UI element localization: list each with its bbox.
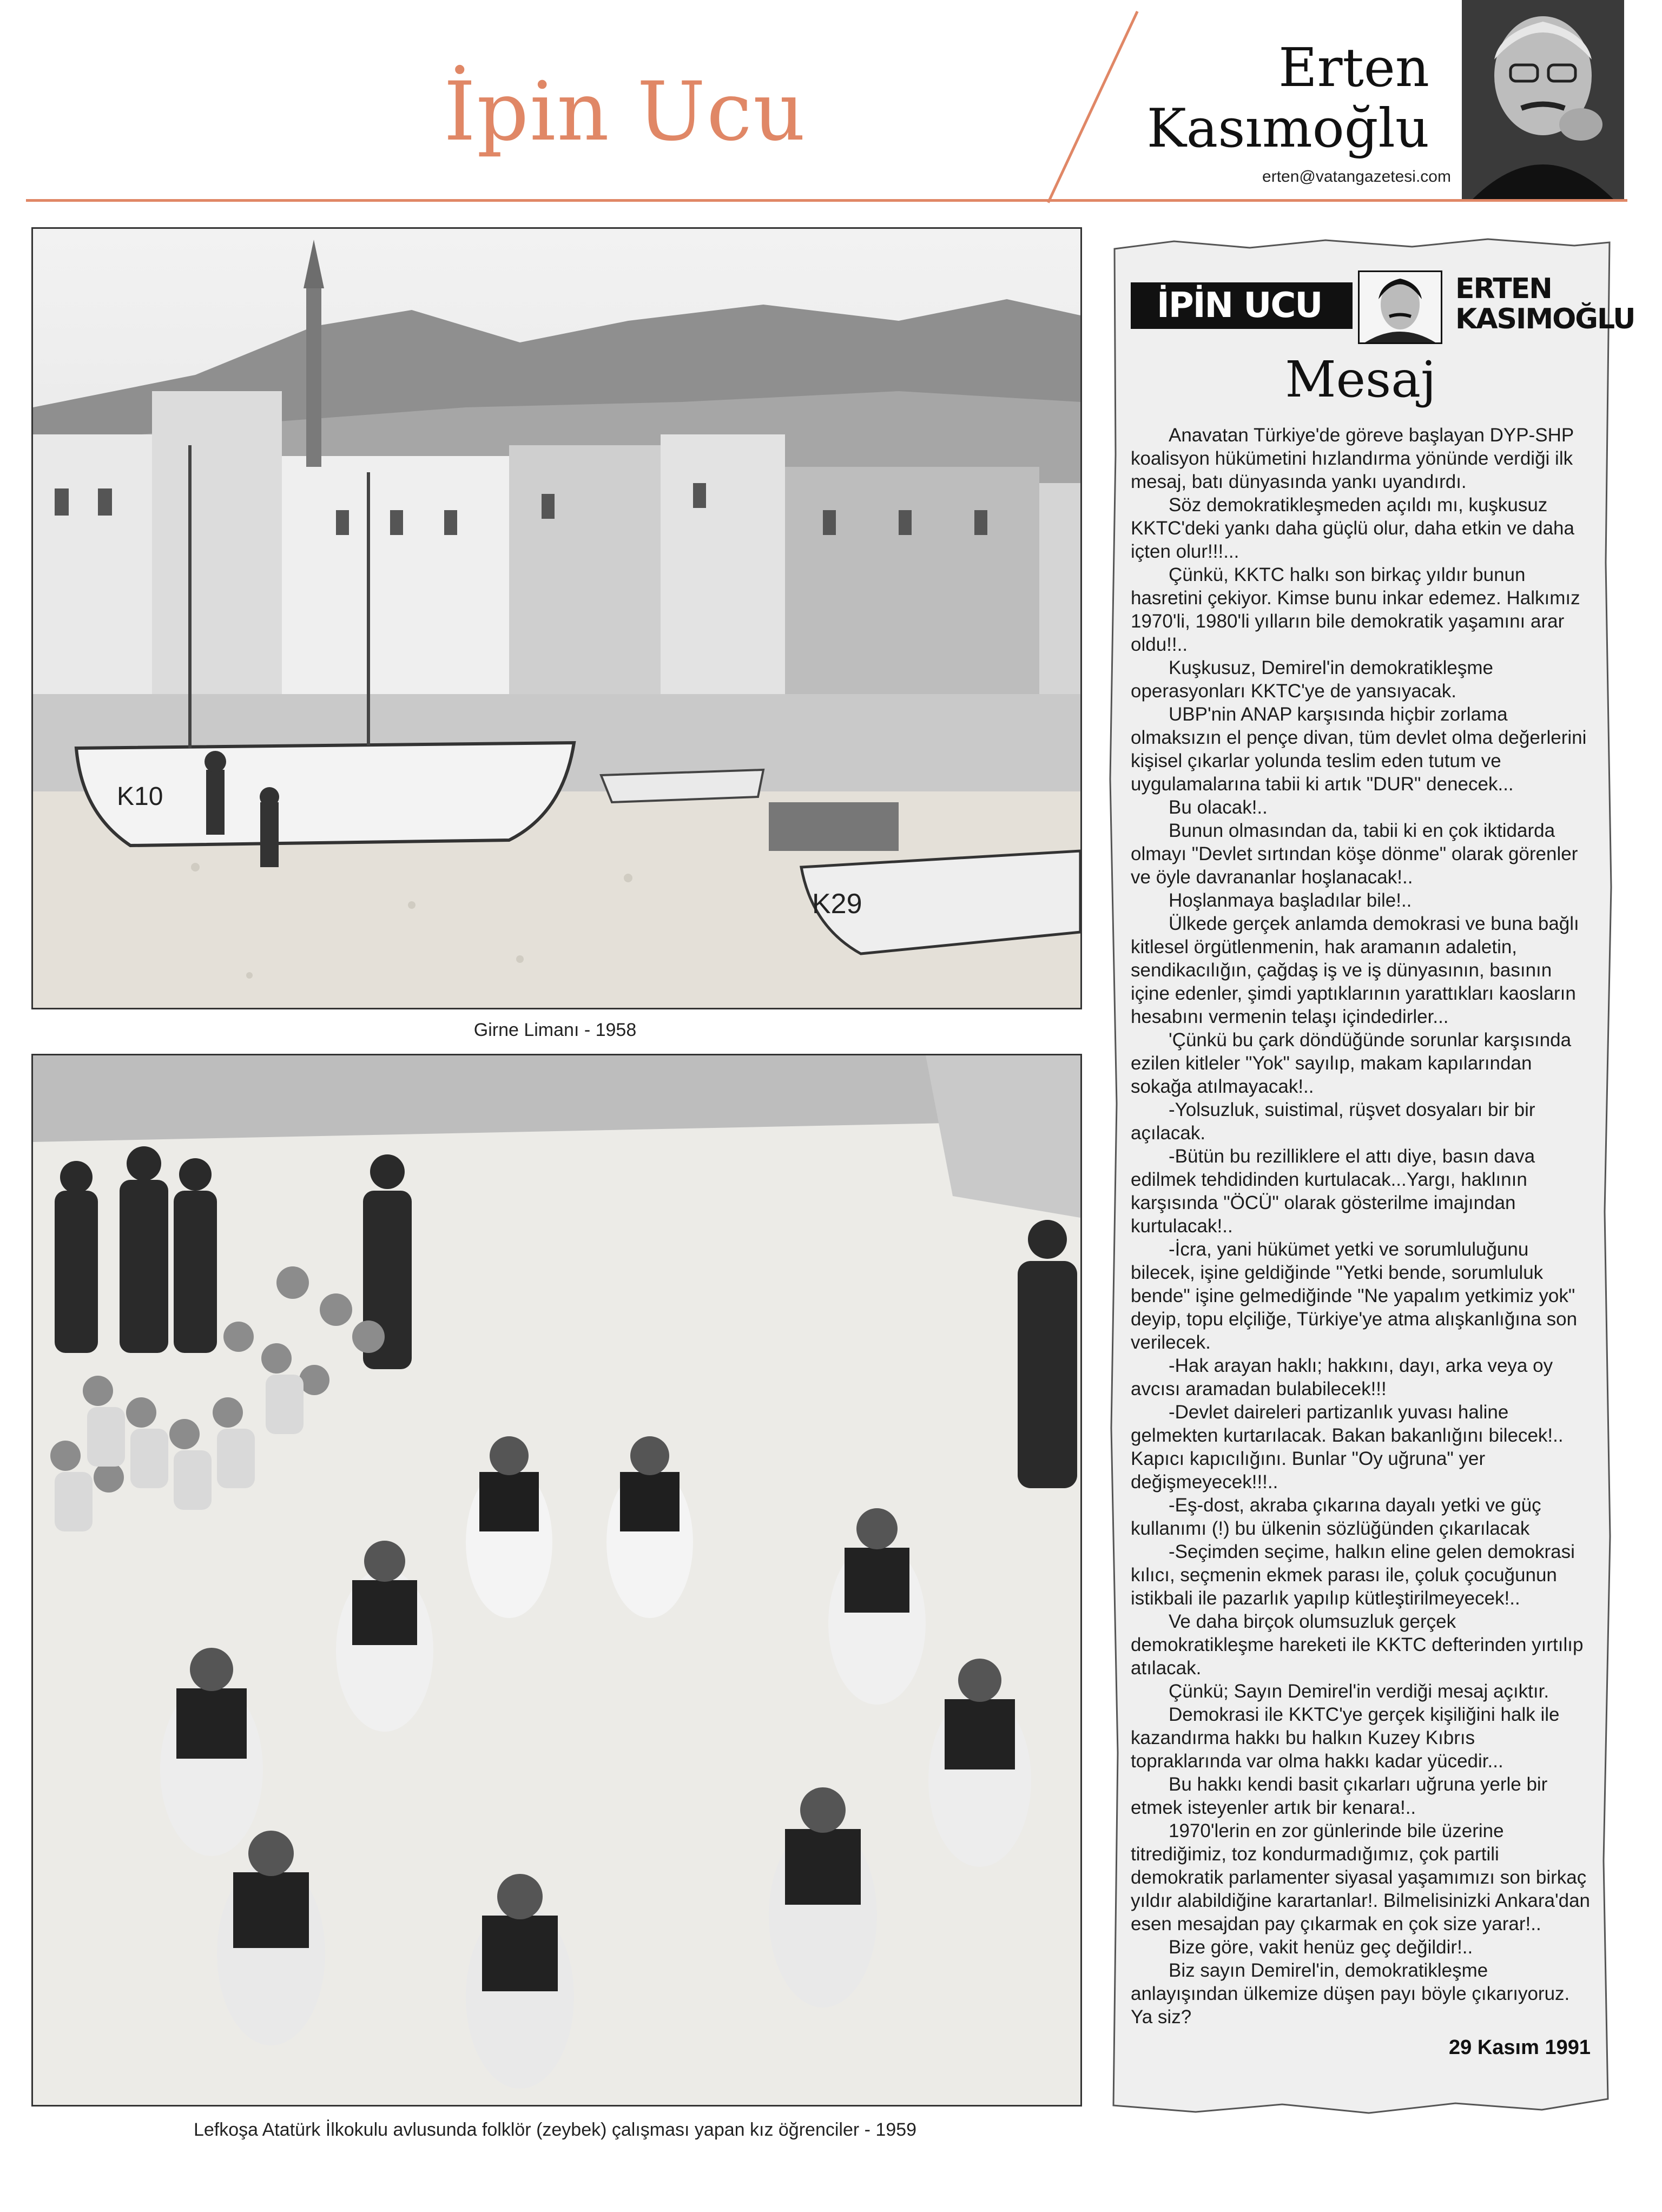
article-paragraph: -Seçimden seçime, halkın eline gelen demokrasi kılıcı, seçmenin ekmek parası ile, çoluk çocuğunun istikbali ile pazarlık yapılıp kütleştirilmeyecek!.. xyxy=(1131,1541,1575,1609)
author-name xyxy=(1147,38,1429,159)
article-paragraph: Ve daha birçok olumsuzluk gerçek demokratikleşme hareketi ile KKTC defterinden yırtılıp atılacak. xyxy=(1131,1611,1584,1679)
article-paragraph: Çünkü; Sayın Demirel'in verdiği mesaj açıktır. xyxy=(1169,1681,1549,1702)
author-last-name: Kasımoğlu xyxy=(1146,98,1429,160)
column-banner xyxy=(1131,260,1635,341)
article-paragraph: -Bütün bu rezilliklere el attı diye, basın dava edilmek tehdidinden kurtulacak...Yargı, haklının karşısında "ÖCÜ" olarak gösterilme imajından kurtulacak!.. xyxy=(1131,1146,1535,1237)
article-paragraph: UBP'nin ANAP karşısında hiçbir zorlama olmaksızın el pençe divan, tüm devlet olma değerlerini kişisel çıkarlar yolunda teslim eden tutum ve uygulamalarına tabii ki artık "DUR" denecek... xyxy=(1131,704,1587,795)
newspaper-clipping xyxy=(1109,238,1635,2115)
folk-dance-caption: Lefkoşa Atatürk İlkokulu avlusunda folklör (zeybek) çalışması yapan kız öğrenciler - 1959 xyxy=(193,2119,917,2140)
boat-label-k29: K29 xyxy=(812,888,862,920)
article-headline: Mesaj xyxy=(1285,351,1436,408)
boat-label-k10: K10 xyxy=(117,782,163,811)
article-body xyxy=(1131,424,1591,2029)
article-paragraph: Bunun olmasından da, tabii ki en çok iktidarda olmayı "Devlet sırtından köşe dönme" olarak görenler ve öyle davrananlar hoşlanacak!.. xyxy=(1131,820,1578,888)
article-paragraph: 1970'lerin en zor günlerinde bile üzerine titrediğimiz, toz kondurmadığımız, çok partili demokratik parlamenter siyasal yaşamımızı son birkaç yıldır alabildiğine karartanlar!. Bilmelisinizki Ankara'dan esen mesajdan pay çıkarmak en çok size yarar!.. xyxy=(1131,1820,1591,1934)
article-paragraph: Kuşkusuz, Demirel'in demokratikleşme operasyonları KKTC'ye de yansıyacak. xyxy=(1131,657,1493,702)
article-paragraph: Bu hakkı kendi basit çıkarları uğruna yerle bir etmek isteyenler artık bir kenara!.. xyxy=(1131,1774,1548,1818)
article-paragraph: -Hak arayan haklı; hakkını, dayı, arka veya oy avcısı aramadan bulabilecek!!! xyxy=(1131,1355,1553,1399)
article-date: 29 Kasım 1991 xyxy=(1449,2036,1591,2059)
banner-author xyxy=(1455,274,1634,334)
article-paragraph: Bu olacak!.. xyxy=(1169,797,1268,818)
author-email[interactable]: erten@vatangazetesi.com xyxy=(1262,168,1451,186)
article-paragraph: Anavatan Türkiye'de göreve başlayan DYP-SHP koalisyon hükümetini hızlandırma yönünde verdiği ilk mesaj, batı dünyasında yankı uyandırdı. xyxy=(1131,425,1574,492)
article-paragraph: -Eş-dost, akraba çıkarına dayalı yetki ve güç kullanımı (!) bu ülkenin sözlüğünden çıkarılacak xyxy=(1131,1495,1541,1539)
article-paragraph: Hoşlanmaya başladılar bile!.. xyxy=(1169,890,1412,911)
banner-author-last: KASIMOĞLU xyxy=(1455,303,1635,335)
folk-dance-photo xyxy=(31,1054,1082,2107)
article-paragraph: Söz demokratikleşmeden açıldı mı, kuşkusuz KKTC'deki yankı daha güçlü olur, daha etkin ve daha içten olur!!!... xyxy=(1131,494,1574,562)
harbour-photo xyxy=(31,227,1082,1009)
header-divider xyxy=(1047,11,1138,203)
article-paragraph: -Yolsuzluk, suistimal, rüşvet dosyaları bir bir açılacak. xyxy=(1131,1099,1535,1144)
article-paragraph: Biz sayın Demirel'in, demokratikleşme anlayışından ülkemize düşen payı böyle çıkarıyoruz. Ya siz? xyxy=(1131,1960,1570,2028)
author-first-name: Erten xyxy=(1278,37,1429,99)
article-paragraph: Demokrasi ile KKTC'ye gerçek kişiliğini halk ile kazandırma hakkı bu halkın Kuzey Kıbrıs topraklarında var olma hakkı kadar yücedir... xyxy=(1131,1704,1560,1772)
series-title: İpin Ucu xyxy=(444,65,807,159)
header-rule xyxy=(26,199,1627,202)
article-paragraph: Ülkede gerçek anlamda demokrasi ve buna bağlı kitlesel örgütlenmenin, hak aramanın adaletin, sendikacılığın, çağdaş iş ve iş dünyasının, basının içine edenler, şimdi yaptıklarının yarattıkları kaosların hesabını vermenin telaşı içindedirler... xyxy=(1131,913,1579,1027)
author-portrait xyxy=(1462,0,1624,199)
harbour-caption: Girne Limanı - 1958 xyxy=(473,1020,637,1040)
article-paragraph: Çünkü, KKTC halkı son birkaç yıldır bunun hasretini çekiyor. Kimse bunu inkar edemez. Halkımız 1970'li, 1980'li yılların bile demokratik yaşamını arar oldu!!.. xyxy=(1131,564,1580,655)
article-paragraph: 'Çünkü bu çark döndüğünde sorunlar karşısında ezilen kitleler "Yok" sayılıp, makam kapılarından sokağa atılmayacak!.. xyxy=(1131,1029,1572,1097)
banner-column-name: İPİN UCU xyxy=(1131,282,1353,329)
banner-author-portrait xyxy=(1358,270,1442,344)
article-paragraph: -İcra, yani hükümet yetki ve sorumluluğunu bilecek, işine geldiğinde "Yetki bende, sorumluluk bende" işine gelmediğinde "Ne yapalım yetkimiz yok" deyip, topu elçiliğe, Türkiye'ye atma alışkanlığına son verilecek. xyxy=(1131,1239,1578,1353)
article-paragraph: -Devlet daireleri partizanlık yuvası haline gelmekten kurtarılacak. Bakan bakanlığını bilecek!.. Kapıcı kapıcılığını. Bunlar "Oy uğruna" yer değişmeyecek!!!.. xyxy=(1131,1402,1564,1493)
banner-author-first: ERTEN xyxy=(1455,273,1552,305)
article-paragraph: Bize göre, vakit henüz geç değildir!.. xyxy=(1169,1937,1473,1958)
